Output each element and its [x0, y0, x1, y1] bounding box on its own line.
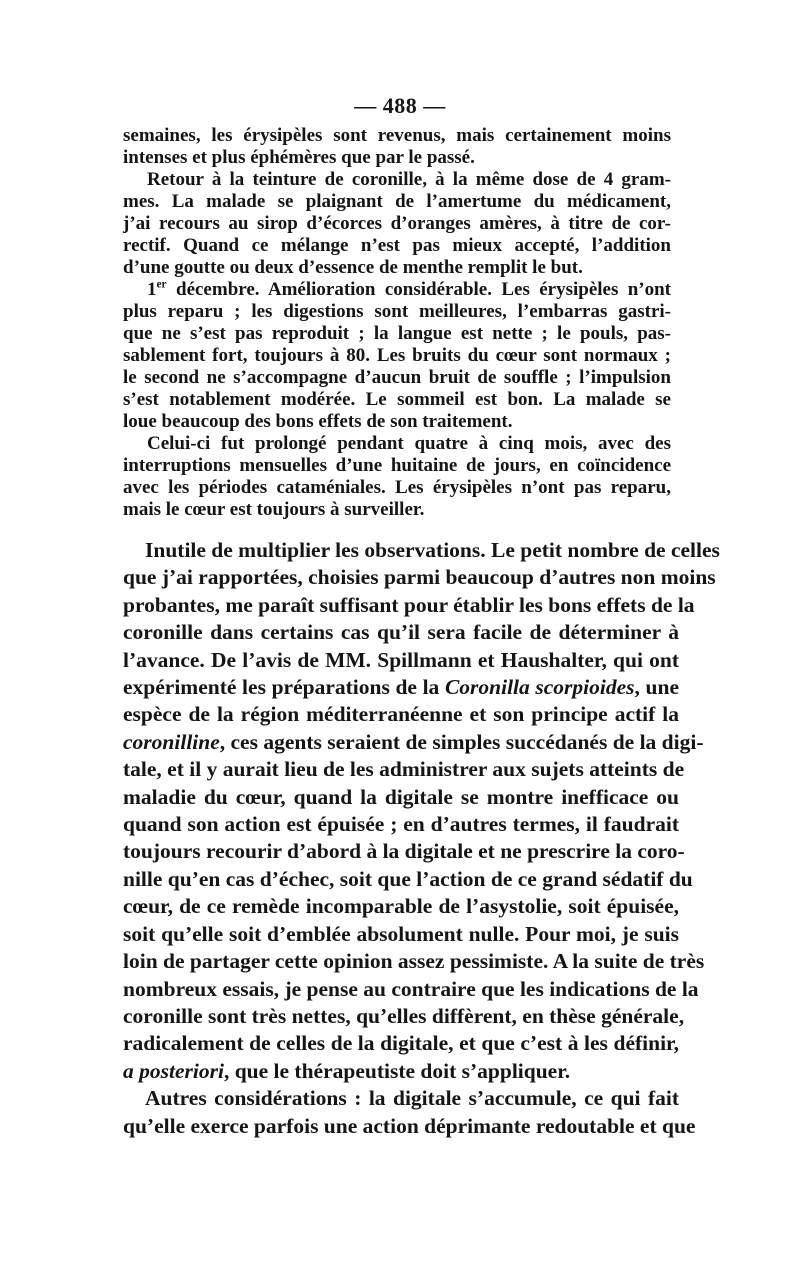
text-line: l’avance. De l’avis de MM. Spillmann et Haushalter, qui ont — [123, 647, 679, 672]
text-line: intenses et plus éphémères que par le passé. — [123, 147, 475, 168]
text-line: radicalement de celles de la digitale, et que c’est à les définir, — [123, 1031, 679, 1056]
text-line: avec les périodes cataméniales. Les érysipèles n’ont pas reparu, — [123, 477, 671, 498]
text-line: nombreux essais, je pense au contraire que les indications de la — [123, 976, 699, 1001]
text-line: le second ne s’accompagne d’aucun bruit de souffle ; l’impulsion — [123, 367, 671, 388]
text-line: loin de partager cette opinion assez pessimiste. A la suite de très — [123, 949, 705, 974]
text-line: Inutile de multiplier les observations. Le petit nombre de celles — [145, 538, 720, 562]
text-line: d’une goutte ou deux d’essence de menthe remplit le but. — [123, 257, 583, 278]
text-run: , une — [634, 675, 680, 700]
text-line-date — [123, 279, 671, 301]
date-line-text: décembre. Amélioration considérable. Les érysipèles n’ont — [176, 279, 672, 300]
text-line: mais le cœur est toujours à surveiller. — [123, 499, 425, 520]
text-line: nille qu’en cas d’échec, soit que l’action de ce grand sédatif du — [123, 866, 693, 891]
italic-term: a posteriori — [123, 1058, 224, 1083]
text-line: cœur, de ce remède incomparable de l’asystolie, soit épuisée, — [123, 894, 679, 919]
text-line — [123, 729, 704, 756]
text-line — [123, 1058, 679, 1085]
page-number: — 488 — — [354, 93, 446, 118]
italic-species-name: Coronilla scorpioides — [444, 675, 635, 700]
italic-term: coronilline — [123, 729, 220, 754]
text-line: que j’ai rapportées, choisies parmi beaucoup d’autres non moins — [123, 565, 716, 590]
text-line: mes. La malade se plaignant de l’amertume du médicament, — [123, 191, 671, 212]
text-line: que ne s’est pas reproduit ; la langue est nette ; le pouls, pas- — [123, 323, 671, 344]
text-line: plus reparu ; les digestions sont meilleures, l’embarras gastri- — [123, 301, 671, 322]
text-line: Autres considérations : la digitale s’accumule, ce qui fait — [145, 1086, 679, 1111]
discussion-text — [123, 537, 720, 1140]
text-line: j’ai recours au sirop d’écorces d’oranges amères, à titre de cor- — [123, 213, 671, 234]
text-run: , ces agents seraient de simples succédanés de la digi- — [219, 729, 704, 754]
text-run: expérimenté les préparations de la — [123, 675, 445, 700]
date-day: 1 — [147, 279, 157, 300]
text-line: rectif. Quand ce mélange n’est pas mieux accepté, l’addition — [123, 235, 671, 256]
text-line: maladie du cœur, quand la digitale se montre inefficace ou — [123, 784, 679, 809]
text-line: s’est notablement modérée. Le sommeil est bon. La malade se — [123, 389, 671, 410]
text-line: coronille dans certains cas qu’il sera facile de déterminer à — [123, 620, 679, 645]
text-line: qu’elle exerce parfois une action déprimante redoutable et que — [123, 1113, 696, 1138]
text-line: Celui-ci fut prolongé pendant quatre à cinq mois, avec des — [147, 433, 671, 454]
text-run: , que le thérapeutiste doit s’appliquer. — [223, 1058, 571, 1083]
text-line: quand son action est épuisée ; en d’autres termes, il faudrait — [123, 812, 679, 837]
case-observation-text — [123, 125, 671, 521]
text-line: sablement fort, toujours à 80. Les bruits du cœur sont normaux ; — [123, 345, 671, 366]
text-line: probantes, me paraît suffisant pour établir les bons effets de la — [123, 592, 695, 617]
text-line: loue beaucoup des bons effets de son traitement. — [123, 411, 513, 432]
text-line: toujours recourir d’abord à la digitale et ne prescrire la coro- — [123, 839, 685, 864]
date-ordinal: er — [156, 278, 167, 291]
text-line: tale, et il y aurait lieu de les administrer aux sujets atteints de — [123, 757, 685, 782]
text-line: Retour à la teinture de coronille, à la même dose de 4 gram- — [147, 169, 671, 190]
text-line: espèce de la région méditerranéenne et son principe actif la — [123, 702, 679, 727]
text-line: coronille sont très nettes, qu’elles diffèrent, en thèse générale, — [123, 1003, 685, 1028]
text-line — [123, 674, 679, 701]
text-line: semaines, les érysipèles sont revenus, mais certainement moins — [123, 125, 671, 146]
text-line: soit qu’elle soit d’emblée absolument nulle. Pour moi, je suis — [123, 921, 679, 946]
text-line: interruptions mensuelles d’une huitaine de jours, en coïncidence — [123, 455, 671, 476]
